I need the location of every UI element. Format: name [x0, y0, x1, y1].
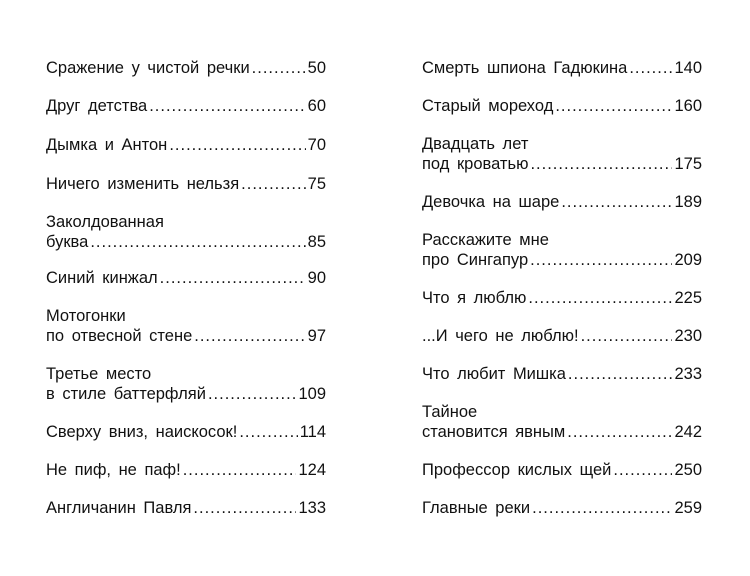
- toc-page-number: 160: [674, 97, 702, 115]
- toc-page-number: 109: [298, 385, 326, 403]
- toc-entry-line-last: [46, 174, 326, 194]
- toc-page-number: 225: [674, 289, 702, 307]
- toc-entry-title: становится явным: [422, 423, 566, 441]
- dot-leader: [567, 422, 672, 442]
- toc-entry-title: Смерть шпиона Гадюкина: [422, 59, 628, 77]
- toc-page-number: 60: [307, 97, 326, 115]
- toc-entry-title: Что любит Мишка: [422, 365, 566, 383]
- toc-entry-title: Двадцать лет: [422, 135, 529, 153]
- toc-entry-title: Сверху вниз, наискосок!: [46, 423, 238, 441]
- toc-page-number: 189: [674, 193, 702, 211]
- toc-entry-title: Главные реки: [422, 499, 531, 517]
- toc-entry: [46, 306, 326, 346]
- toc-entry: [422, 192, 702, 212]
- toc-entry-title: Сражение у чистой речки: [46, 59, 250, 77]
- toc-page-number: 140: [674, 59, 702, 77]
- toc-entry-line: [422, 402, 702, 422]
- toc-page-number: 124: [298, 461, 326, 479]
- toc-entry-line: [46, 212, 326, 232]
- toc-entry-line-last: [46, 460, 326, 480]
- toc-entry-line-last: [46, 135, 326, 155]
- toc-entry: [422, 230, 702, 270]
- toc-entry-line: [422, 230, 702, 250]
- toc-entry: [46, 135, 326, 155]
- toc-entry-line: [46, 306, 326, 326]
- dot-leader: [149, 96, 305, 116]
- dot-leader: [629, 58, 672, 78]
- toc-entry-line-last: [422, 422, 702, 442]
- toc-entry-line: [422, 134, 702, 154]
- toc-entry-line-last: [422, 498, 702, 518]
- dot-leader: [581, 326, 673, 346]
- toc-entry-line-last: [46, 326, 326, 346]
- dot-leader: [561, 192, 672, 212]
- toc-entry-line-last: [46, 58, 326, 78]
- toc-entry-title: Мотогонки: [46, 307, 126, 325]
- toc-entry-line: [46, 364, 326, 384]
- toc-entry-line-last: [422, 460, 702, 480]
- toc-entry: [422, 326, 702, 346]
- toc-entry-title: ...И чего не люблю!: [422, 327, 579, 345]
- toc-entry-title: под кроватью: [422, 155, 529, 173]
- toc-entry: [46, 174, 326, 194]
- toc-entry-title: Что я люблю: [422, 289, 527, 307]
- dot-leader: [528, 288, 672, 308]
- toc-entry: [46, 268, 326, 288]
- toc-entry-title: Синий кинжал: [46, 269, 158, 287]
- toc-page-number: 90: [307, 269, 326, 287]
- toc-entry-title: Дымка и Антон: [46, 136, 168, 154]
- dot-leader: [193, 498, 296, 518]
- toc-entry-line-last: [422, 250, 702, 270]
- toc-page-number: 133: [298, 499, 326, 517]
- toc-page-number: 97: [307, 327, 326, 345]
- toc-entry-line-last: [422, 326, 702, 346]
- toc-entry-line-last: [422, 154, 702, 174]
- toc-page-number: 230: [674, 327, 702, 345]
- toc-entry-title: про Сингапур: [422, 251, 529, 269]
- toc-entry-title: Англичанин Павля: [46, 499, 192, 517]
- toc-entry-title: Старый мореход: [422, 97, 554, 115]
- toc-entry-title: Третье место: [46, 365, 152, 383]
- dot-leader: [90, 232, 305, 252]
- toc-page-number: 233: [674, 365, 702, 383]
- toc-entry-line-last: [422, 192, 702, 212]
- toc-entry-line-last: [46, 422, 326, 442]
- dot-leader: [555, 96, 672, 116]
- dot-leader: [252, 58, 306, 78]
- toc-entry-title: Расскажите мне: [422, 231, 549, 249]
- toc-entry: [46, 460, 326, 480]
- toc-entry-title: буква: [46, 233, 89, 251]
- toc-entry-title: Не пиф, не паф!: [46, 461, 181, 479]
- toc-entry-line-last: [422, 96, 702, 116]
- toc-entry: [422, 402, 702, 442]
- toc-page-number: 50: [307, 59, 326, 77]
- toc-page-number: 85: [307, 233, 326, 251]
- dot-leader: [160, 268, 306, 288]
- toc-entry: [46, 212, 326, 252]
- toc-entry-title: Ничего изменить нельзя: [46, 175, 240, 193]
- toc-entry: [422, 134, 702, 174]
- toc-page-number: 70: [307, 136, 326, 154]
- toc-entry: [46, 422, 326, 442]
- toc-entry-title: Девочка на шаре: [422, 193, 560, 211]
- dot-leader: [568, 364, 673, 384]
- toc-page-number: 209: [674, 251, 702, 269]
- toc-entry-line-last: [46, 498, 326, 518]
- toc-entry-title: по отвесной стене: [46, 327, 193, 345]
- toc-entry: [46, 498, 326, 518]
- dot-leader: [169, 135, 305, 155]
- toc-entry-title: Тайное: [422, 403, 478, 421]
- toc-entry: [422, 288, 702, 308]
- dot-leader: [613, 460, 672, 480]
- toc-entry: [46, 58, 326, 78]
- toc-entry-title: Друг детства: [46, 97, 148, 115]
- toc-entry-title: Заколдованная: [46, 213, 164, 231]
- toc-page-number: 242: [674, 423, 702, 441]
- toc-entry-line-last: [422, 58, 702, 78]
- toc-entry-line-last: [422, 288, 702, 308]
- toc-entry: [422, 364, 702, 384]
- toc-entry-line-last: [46, 268, 326, 288]
- toc-entry: [46, 364, 326, 404]
- toc-entry-title: Профессор кислых щей: [422, 461, 612, 479]
- dot-leader: [183, 460, 297, 480]
- dot-leader: [208, 384, 297, 404]
- toc-page-number: 259: [674, 499, 702, 517]
- toc-entry: [422, 58, 702, 78]
- toc-entry: [46, 96, 326, 116]
- toc-entry: [422, 498, 702, 518]
- dot-leader: [530, 250, 672, 270]
- toc-entry-title: в стиле баттерфляй: [46, 385, 206, 403]
- dot-leader: [239, 422, 297, 442]
- toc-page-number: 175: [674, 155, 702, 173]
- toc-page-number: 75: [307, 175, 326, 193]
- toc-entry: [422, 96, 702, 116]
- dot-leader: [194, 326, 305, 346]
- toc-entry-line-last: [46, 96, 326, 116]
- toc-entry-line-last: [422, 364, 702, 384]
- toc-entry-line-last: [46, 384, 326, 404]
- dot-leader: [241, 174, 305, 194]
- toc-page-number: 114: [299, 423, 326, 441]
- toc-page-number: 250: [674, 461, 702, 479]
- toc-entry: [422, 460, 702, 480]
- dot-leader: [532, 498, 672, 518]
- toc-entry-line-last: [46, 232, 326, 252]
- dot-leader: [530, 154, 672, 174]
